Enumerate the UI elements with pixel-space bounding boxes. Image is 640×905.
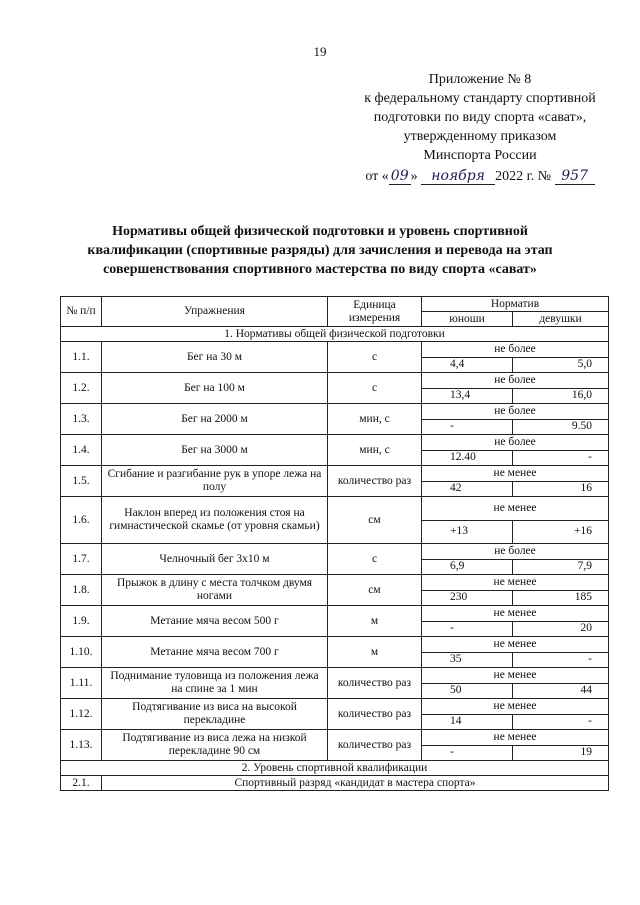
row-value-boys: 13,4 xyxy=(422,388,513,404)
row-number: 1.9. xyxy=(61,606,102,637)
row-value-girls: +16 xyxy=(513,520,609,544)
row-number: 1.10. xyxy=(61,637,102,668)
row-number: 1.8. xyxy=(61,575,102,606)
row-condition: не более xyxy=(422,342,609,358)
row-value-girls: 44 xyxy=(513,683,609,699)
appendix-line: подготовки по виду спорта «сават», xyxy=(373,110,587,125)
handwritten-month: ноября xyxy=(421,168,495,185)
row-number: 1.6. xyxy=(61,497,102,544)
row-exercise: Подтягивание из виса лежа на низкой перекладине 90 см xyxy=(102,730,328,761)
header-exercise: Упражнения xyxy=(102,297,328,327)
row-value-girls: 16,0 xyxy=(513,388,609,404)
row-value-boys: 14 xyxy=(422,714,513,730)
row-exercise: Прыжок в длину с места толчком двумя ногами xyxy=(102,575,328,606)
row-value-girls: 9.50 xyxy=(513,419,609,435)
row-unit: м xyxy=(328,606,422,637)
row-number: 1.5. xyxy=(61,466,102,497)
handwritten-day: 09 xyxy=(390,168,409,184)
row-unit: количество раз xyxy=(328,699,422,730)
row-unit: с xyxy=(328,544,422,575)
table-row xyxy=(61,404,609,420)
appendix-line: к федеральному стандарту спортивной xyxy=(364,91,596,106)
row-number: 1.12. xyxy=(61,699,102,730)
appendix-block xyxy=(330,70,630,186)
row-exercise: Метание мяча весом 700 г xyxy=(102,637,328,668)
appendix-line: Приложение № 8 xyxy=(428,72,532,87)
row-value-boys: 4,4 xyxy=(422,357,513,373)
row-value-girls: 19 xyxy=(513,745,609,761)
row-unit: см xyxy=(328,575,422,606)
table-row xyxy=(61,575,609,591)
row-number: 1.13. xyxy=(61,730,102,761)
table-row xyxy=(61,544,609,560)
row-unit: количество раз xyxy=(328,668,422,699)
row-value-girls: - xyxy=(513,450,609,466)
row-value-boys: +13 xyxy=(422,520,513,544)
row-value-boys: 42 xyxy=(422,481,513,497)
appendix-line: Минспорта России xyxy=(423,148,537,163)
row-exercise: Бег на 30 м xyxy=(102,342,328,373)
page-number: 19 xyxy=(313,44,327,59)
row-exercise: Сгибание и разгибание рук в упоре лежа на полу xyxy=(102,466,328,497)
row-number: 2.1. xyxy=(61,776,102,791)
row-condition: не менее xyxy=(422,575,609,591)
row-exercise: Бег на 3000 м xyxy=(102,435,328,466)
date-mid: » xyxy=(410,169,418,184)
row-value-boys: - xyxy=(422,419,513,435)
table-row xyxy=(61,637,609,653)
row-condition: не менее xyxy=(422,606,609,622)
table-row xyxy=(61,435,609,451)
row-value-girls: 7,9 xyxy=(513,559,609,575)
table-row xyxy=(61,776,609,791)
row-unit: мин, с xyxy=(328,435,422,466)
row-value-girls: - xyxy=(513,652,609,668)
section-row xyxy=(61,327,609,342)
header-number: № п/п xyxy=(61,297,102,327)
row-value-girls: 185 xyxy=(513,590,609,606)
order-date-line xyxy=(330,167,630,186)
header-norm: Норматив xyxy=(422,297,609,312)
row-condition: не менее xyxy=(422,497,609,521)
row-condition: не более xyxy=(422,404,609,420)
row-value-girls: 16 xyxy=(513,481,609,497)
row-exercise: Подтягивание из виса на высокой перекладине xyxy=(102,699,328,730)
table-row xyxy=(61,730,609,746)
row-unit: мин, с xyxy=(328,404,422,435)
row-value-boys: 50 xyxy=(422,683,513,699)
row-exercise: Бег на 2000 м xyxy=(102,404,328,435)
row-value-boys: - xyxy=(422,745,513,761)
row-condition: не менее xyxy=(422,466,609,482)
table-header-row xyxy=(61,297,609,312)
row-value-girls: - xyxy=(513,714,609,730)
row-number: 1.4. xyxy=(61,435,102,466)
row-number: 1.7. xyxy=(61,544,102,575)
title-line: Нормативы общей физической подготовки и уровень спортивной xyxy=(112,224,528,239)
section-1-title: 1. Нормативы общей физической подготовки xyxy=(61,327,609,342)
handwritten-order-number: 957 xyxy=(555,168,595,185)
row-qualification: Спортивный разряд «кандидат в мастера спорта» xyxy=(102,776,609,791)
row-number: 1.11. xyxy=(61,668,102,699)
header-girls: девушки xyxy=(513,312,609,327)
title-line: квалификации (спортивные разряды) для зачисления и перевода на этап xyxy=(87,243,553,258)
date-prefix: от « xyxy=(365,169,389,184)
table-row xyxy=(61,466,609,482)
row-number: 1.2. xyxy=(61,373,102,404)
header-boys: юноши xyxy=(422,312,513,327)
row-unit: с xyxy=(328,373,422,404)
row-exercise: Наклон вперед из положения стоя на гимнастической скамье (от уровня скамьи) xyxy=(102,497,328,544)
table-row xyxy=(61,373,609,389)
row-condition: не более xyxy=(422,373,609,389)
row-unit: м xyxy=(328,637,422,668)
year-text: 2022 г. № xyxy=(495,169,552,184)
table-row xyxy=(61,342,609,358)
row-condition: не более xyxy=(422,435,609,451)
row-condition: не менее xyxy=(422,699,609,715)
section-2-title: 2. Уровень спортивной квалификации xyxy=(61,761,609,776)
section-row xyxy=(61,761,609,776)
row-number: 1.1. xyxy=(61,342,102,373)
row-number: 1.3. xyxy=(61,404,102,435)
row-condition: не менее xyxy=(422,637,609,653)
row-condition: не менее xyxy=(422,730,609,746)
title-line: совершенствования спортивного мастерства по виду спорта «сават» xyxy=(103,262,537,277)
row-unit: количество раз xyxy=(328,466,422,497)
document-title xyxy=(50,222,590,279)
row-exercise: Челночный бег 3х10 м xyxy=(102,544,328,575)
row-condition: не более xyxy=(422,544,609,560)
table-row xyxy=(61,699,609,715)
row-value-boys: 230 xyxy=(422,590,513,606)
table-row xyxy=(61,497,609,521)
row-exercise: Метание мяча весом 500 г xyxy=(102,606,328,637)
row-value-boys: - xyxy=(422,621,513,637)
norms-table xyxy=(60,296,609,791)
header-unit: Единица измерения xyxy=(328,297,422,327)
row-unit: см xyxy=(328,497,422,544)
row-value-girls: 5,0 xyxy=(513,357,609,373)
table-row xyxy=(61,668,609,684)
table-row xyxy=(61,606,609,622)
row-value-girls: 20 xyxy=(513,621,609,637)
row-value-boys: 35 xyxy=(422,652,513,668)
row-value-boys: 12.40 xyxy=(422,450,513,466)
row-unit: с xyxy=(328,342,422,373)
appendix-line: утвержденному приказом xyxy=(403,129,557,144)
row-exercise: Бег на 100 м xyxy=(102,373,328,404)
row-unit: количество раз xyxy=(328,730,422,761)
row-exercise: Поднимание туловища из положения лежа на спине за 1 мин xyxy=(102,668,328,699)
row-condition: не менее xyxy=(422,668,609,684)
row-value-boys: 6,9 xyxy=(422,559,513,575)
